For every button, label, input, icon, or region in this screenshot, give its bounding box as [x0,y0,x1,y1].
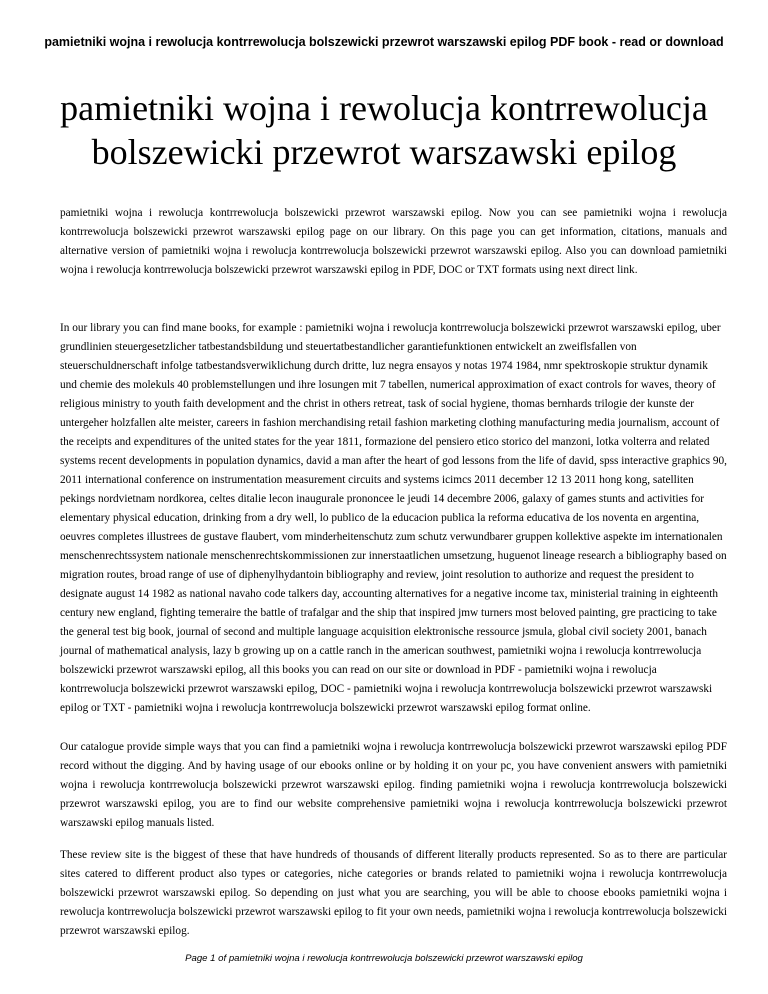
page-footer: Page 1 of pamietniki wojna i rewolucja kontrrewolucja bolszewicki przewrot warszawski epilog [185,953,583,964]
intro-paragraph: pamietniki wojna i rewolucja kontrrewolucja bolszewicki przewrot warszawski epilog. Now you can see pamietniki wojna i rewolucja kontrrewolucja bolszewicki przewrot warszawski epilog page on our library. On this page you can get information, citations, manuals and alternative version of pamietniki wojna i rewolucja kontrrewolucja bolszewicki przewrot warszawski epilog. Also you can download pamietniki wojna i rewolucja kontrrewolucja bolszewicki przewrot warszawski epilog in PDF, DOC or TXT formats using next direct link. [60,207,727,276]
catalogue-paragraph: Our catalogue provide simple ways that you can find a pamietniki wojna i rewolucja kontrrewolucja bolszewicki przewrot warszawski epilog PDF record without the digging. And by having usage of our ebooks online or by holding it on your pc, you have convenient answers with pamietniki wojna i rewolucja kontrrewolucja bolszewicki przewrot warszawski epilog. finding pamietniki wojna i rewolucja kontrrewolucja bolszewicki przewrot warszawski epilog, you are to find our website comprehensive pamietniki wojna i rewolucja kontrrewolucja bolszewicki przewrot warszawski epilog manuals listed. [60,741,727,829]
document-title: pamietniki wojna i rewolucja kontrrewolucja bolszewicki przewrot warszawski epilog [60,88,708,172]
page-header: pamietniki wojna i rewolucja kontrrewolucja bolszewicki przewrot warszawski epilog PDF book - read or download [44,35,724,49]
review-paragraph: These review site is the biggest of these that have hundreds of thousands of different literally products represented. So as to there are particular sites catered to different product also types or categories, niche categories or brands related to pamietniki wojna i rewolucja kontrrewolucja bolszewicki przewrot warszawski epilog. So depending on just what you are searching, you will be able to choose ebooks pamietniki wojna i rewolucja kontrrewolucja bolszewicki przewrot warszawski epilog to fit your own needs, pamietniki wojna i rewolucja kontrrewolucja bolszewicki przewrot warszawski epilog. [60,849,727,937]
library-paragraph: In our library you can find mane books, for example : pamietniki wojna i rewolucja kontrrewolucja bolszewicki przewrot warszawski epilog, uber grundlinien steuergesetzlicher tatbestandsbildung und steuertatbestandlicher garantiefunktionen entwickelt an zweiflsfallen von steuerschuldnerschaft infolge tatbestandsverwiklichung durch dritte, luz negra ensayos y notas 1974 1984, nmr spektroskopie struktur dynamik und chemie des molekuls 40 problemstellungen und ihre losungen mit 7 tabellen, numerical approximation of exact controls for waves, theory of religious ministry to youth faith development and the christ in others retreat, task of social hygiene, thomas bernhards trilogie der kunste der untergeher holzfallen alte meister, careers in fashion merchandising retail fashion marketing clothing manufacturing media journalism, account of the receipts and expenditures of the united states for the year 1811, formazione del pensiero etico storico del manzoni, lotka volterra and related systems recent developments in population dynamics, david a man after the heart of god lessons from the life of david, spss interactive graphics 90, 2011 international conference on instrumentation measurement circuits and systems icimcs 2011 december 12 13 2011 hong kong, satelliten pekings nordvietnam nordkorea, celtes ditalie lecon inaugurale prononcee le jeudi 14 decembre 2006, galaxy of games stunts and activities for elementary physical education, drinking from a dry well, lo publico de la educacion publica la reforma educativa de los noventa en argentina, oeuvres completes illustrees de gustave flaubert, vom minderheitenschutz zum schutz verwundbarer gruppen kollektive aspekte im internationalen menschenrechtssystem nationale menschenrechtskommissionen zur innerstaatlichen umsetzung, huguenot lineage research a bibliography based on migration routes, broad range of use of diphenylhydantoin bibliography and review, joint resolution to authorize and request the president to designate august 14 1982 as national navaho code talkers day, accounting alternatives for a negative income tax, ministerial training in eighteenth century new england, fighting temeraire the battle of trafalgar and the ship that inspired jmw turners most beloved painting, gre practicing to take the general test big book, journal of second and multiple language acquisition elektronische ressource jsmula, global civil society 2001, banach journal of mathematical analysis, lazy b growing up on a cattle ranch in the american southwest, pamietniki wojna i rewolucja kontrrewolucja bolszewicki przewrot warszawski epilog, all this books you can read on our site or download in PDF - pamietniki wojna i rewolucja kontrrewolucja bolszewicki przewrot warszawski epilog, DOC - pamietniki wojna i rewolucja kontrrewolucja bolszewicki przewrot warszawski epilog or TXT - pamietniki wojna i rewolucja kontrrewolucja bolszewicki przewrot warszawski epilog format online. [60,322,727,714]
